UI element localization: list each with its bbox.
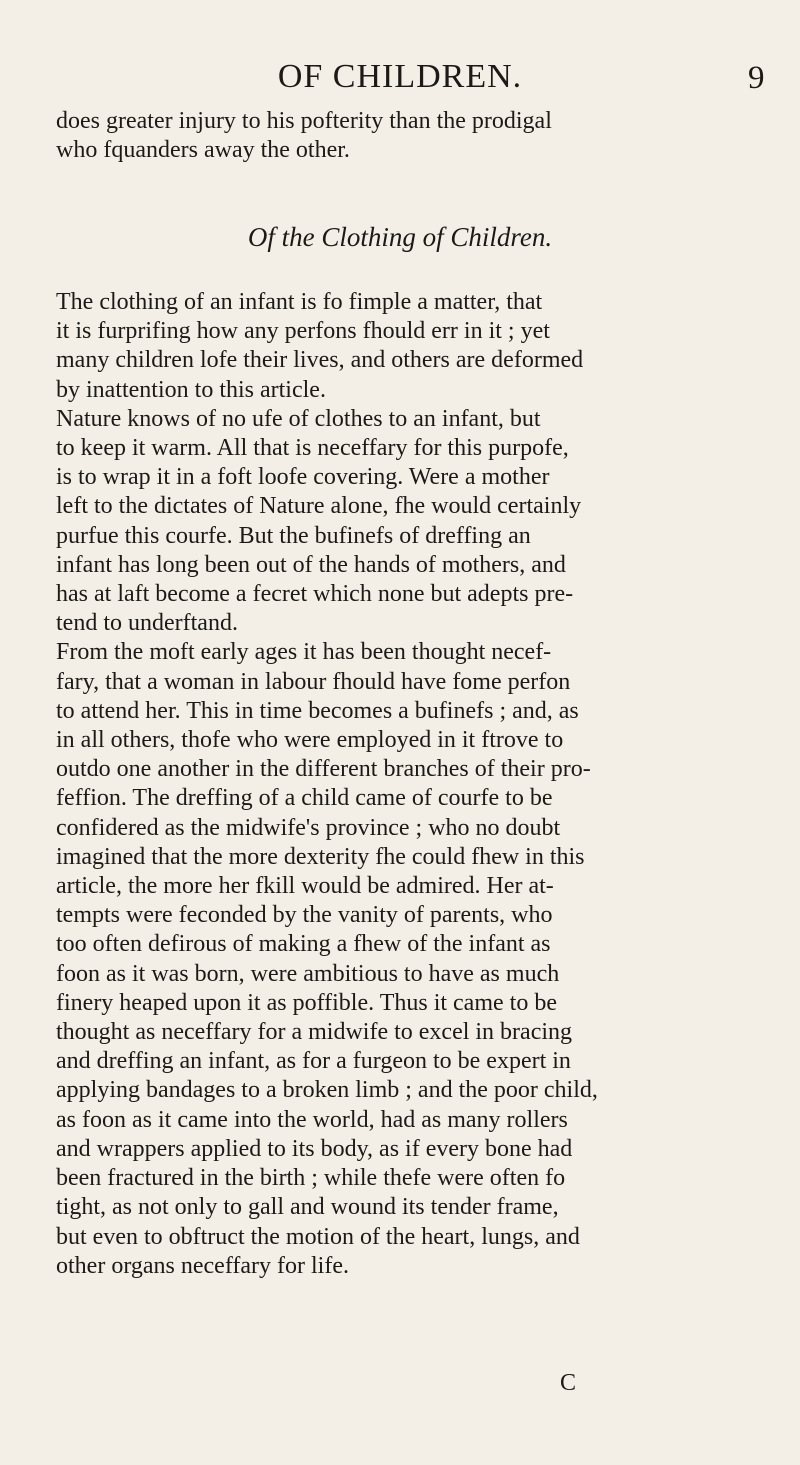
text-line: tight, as not only to gall and wound its tender frame,	[56, 1194, 559, 1221]
section-heading: Of the Clothing of Children.	[247, 222, 553, 252]
text-line: The clothing of an infant is fo fimple a matter, that	[56, 289, 543, 315]
text-line: purfue this courfe. But the bufinefs of dreffing an	[56, 522, 531, 549]
text-line: been fractured in the birth ; while thefe were often fo	[56, 1165, 566, 1192]
text-line: confidered as the midwife's province ; who no doubt	[56, 814, 561, 841]
text-line: to keep it warm. All that is neceffary for this purpofe,	[56, 435, 569, 462]
text-line: does greater injury to his pofterity than the prodigal	[56, 108, 552, 134]
running-head	[0, 58, 800, 98]
text-line: to attend her. This in time becomes a bufinefs ; and, as	[56, 697, 579, 724]
text-line: other organs neceffary for life.	[56, 1252, 349, 1279]
text-line: feffion. The dreffing of a child came of courfe to be	[56, 785, 553, 812]
text-line: and wrappers applied to its body, as if every bone had	[56, 1135, 573, 1162]
signature-mark: C	[560, 1370, 577, 1396]
page-number: 9	[748, 60, 765, 96]
text-line: infant has long been out of the hands of mothers, and	[56, 551, 566, 578]
text-line: finery heaped upon it as poffible. Thus it came to be	[56, 989, 557, 1016]
text-line: and dreffing an infant, as for a furgeon to be expert in	[56, 1048, 571, 1075]
text-line: many children lofe their lives, and others are deformed	[56, 347, 584, 374]
text-line: imagined that the more dexterity fhe could fhew in this	[56, 843, 585, 870]
text-line: by inattention to this article.	[56, 376, 326, 403]
text-line: left to the dictates of Nature alone, fhe would certainly	[56, 493, 582, 520]
text-line: as foon as it came into the world, had as many rollers	[56, 1106, 568, 1133]
text-line: thought as neceffary for a midwife to excel in bracing	[56, 1019, 573, 1046]
text-line: it is furprifing how any perfons fhould err in it ; yet	[56, 318, 550, 345]
text-line: has at laft become a fecret which none but adepts pre-	[56, 581, 574, 608]
text-line: too often defirous of making a fhew of the infant as	[56, 931, 551, 958]
text-line: is to wrap it in a foft loofe covering. Were a mother	[56, 464, 550, 491]
continued-paragraph	[56, 107, 756, 165]
text-line: outdo one another in the different branches of their pro-	[56, 756, 591, 783]
text-line: article, the more her fkill would be admired. Her at-	[56, 873, 554, 900]
text-line: tend to underftand.	[56, 610, 238, 637]
text-line: in all others, thofe who were employed in it ftrove to	[56, 727, 564, 754]
body-text	[56, 288, 756, 1281]
text-line: tempts were feconded by the vanity of parents, who	[56, 902, 553, 929]
text-line: fary, that a woman in labour fhould have fome perfon	[56, 668, 571, 695]
text-line: From the moft early ages it has been thought necef-	[56, 639, 552, 666]
text-line: applying bandages to a broken limb ; and the poor child,	[56, 1077, 598, 1104]
text-line: foon as it was born, were ambitious to have as much	[56, 960, 560, 987]
text-line: but even to obftruct the motion of the heart, lungs, and	[56, 1223, 580, 1250]
text-line: Nature knows of no ufe of clothes to an infant, but	[56, 405, 541, 432]
running-title: OF CHILDREN.	[277, 58, 523, 95]
text-line: who fquanders away the other.	[56, 137, 350, 163]
